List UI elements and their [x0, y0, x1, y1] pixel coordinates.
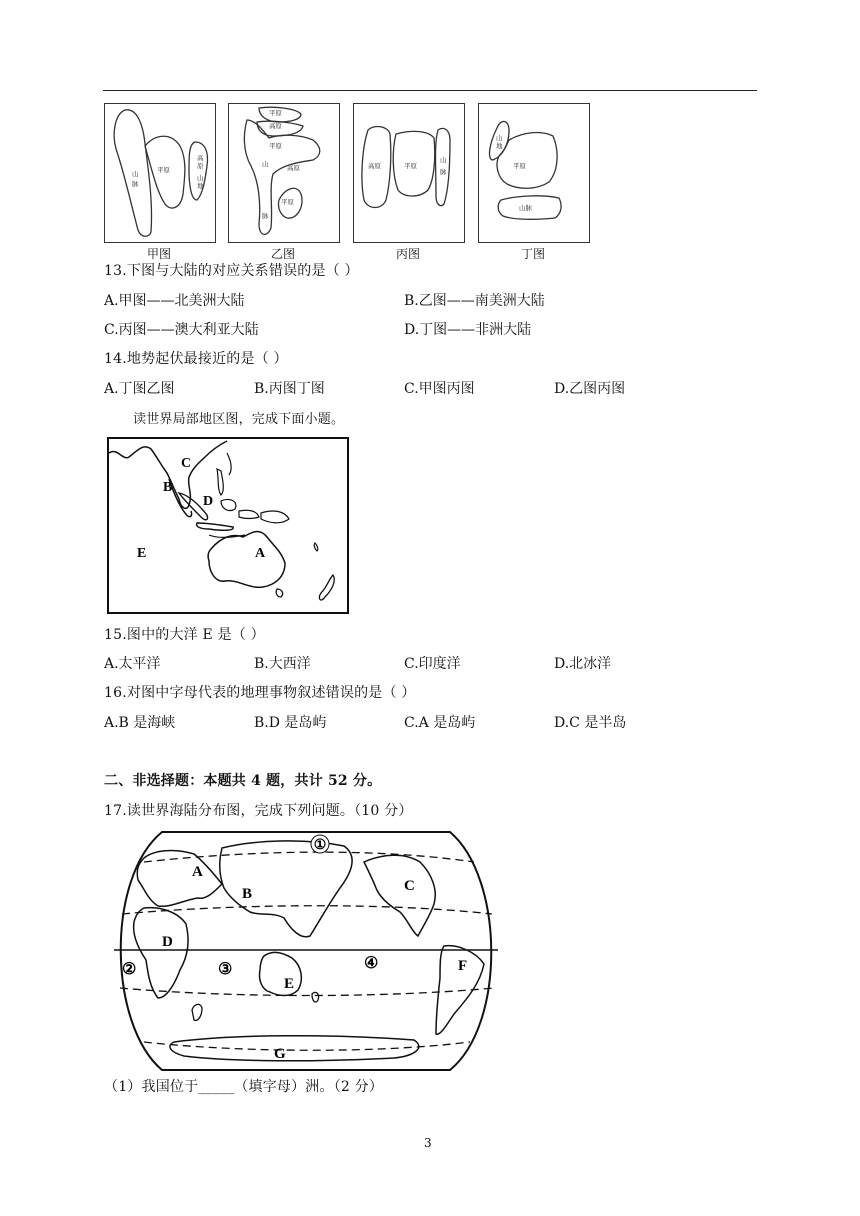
label-jia-mai: 脉 [132, 180, 139, 188]
q13-stem: 13.下图与大陆的对应关系错误的是（ ） [104, 263, 359, 279]
q15-option-d: D.北冰洋 [554, 656, 612, 672]
world-label-a: A [192, 864, 203, 880]
label-yi-plateau2: 高原 [287, 164, 300, 172]
world-label-4: ④ [364, 955, 379, 972]
label-yi-plain3: 平原 [281, 198, 294, 206]
map-label-c: C [181, 456, 192, 471]
label-ding-shan: 山 [496, 134, 503, 142]
figure-ding [478, 103, 590, 243]
label-jia-yuan: 原 [197, 162, 204, 170]
q16-option-b: B.D 是岛屿 [254, 715, 327, 731]
q15-option-a: A.太平洋 [104, 656, 161, 672]
world-label-c: C [404, 878, 415, 894]
caption-ding: 丁图 [520, 247, 545, 261]
q15-stem: 15.图中的大洋 E 是（ ） [104, 627, 265, 643]
header-rule [103, 90, 757, 91]
figure-yi [228, 103, 340, 243]
map-label-d: D [203, 494, 214, 509]
label-yi-plateau1: 高原 [269, 122, 282, 130]
label-bing-plain: 平原 [404, 162, 417, 170]
regional-map [107, 437, 349, 614]
q13-option-b: B.乙图——南美洲大陆 [404, 293, 545, 309]
label-jia-shan: 山 [132, 170, 139, 178]
figure-jia [104, 103, 216, 243]
label-yi-shan: 山 [262, 160, 269, 168]
world-label-3: ③ [218, 961, 233, 978]
label-jia-plain: 平原 [157, 166, 170, 174]
q13-option-c: C.丙图——澳大利亚大陆 [104, 322, 259, 338]
label-jia-gao: 高 [197, 154, 204, 162]
q14-option-d: D.乙图丙图 [554, 381, 626, 397]
caption-yi: 乙图 [270, 247, 295, 261]
q14-option-a: A.丁图乙图 [104, 381, 175, 397]
world-label-g: G [274, 1046, 286, 1062]
label-bing-plateau: 高原 [368, 162, 381, 170]
world-label-e: E [284, 976, 295, 992]
q16-stem: 16.对图中字母代表的地理事物叙述错误的是（ ） [104, 685, 416, 701]
label-ding-plain: 平原 [513, 162, 526, 170]
label-bing-mai: 脉 [440, 168, 447, 176]
label-bing-shan: 山 [440, 156, 447, 164]
q16-option-c: C.A 是岛屿 [404, 715, 476, 731]
label-yi-plain1: 平原 [269, 109, 282, 117]
q15-option-c: C.印度洋 [404, 656, 461, 672]
caption-bing: 丙图 [395, 247, 420, 261]
label-jia-shan2: 山 [197, 174, 204, 182]
map-label-e: E [137, 546, 147, 561]
label-ding-mountain: 山脉 [519, 204, 532, 212]
map-label-b: B [163, 480, 173, 495]
world-label-2: ② [122, 961, 137, 978]
q15-option-b: B.大西洋 [254, 656, 311, 672]
q16-option-a: A.B 是海峡 [104, 715, 176, 731]
q16-option-d: D.C 是半岛 [554, 715, 627, 731]
map-label-a: A [255, 546, 266, 561]
q13-option-d: D.丁图——非洲大陆 [404, 322, 532, 338]
q14-stem: 14.地势起伏最接近的是（ ） [104, 351, 288, 367]
q13-option-a: A.甲图——北美洲大陆 [104, 293, 245, 309]
label-ding-di: 地 [496, 142, 503, 150]
label-yi-plain2: 平原 [269, 142, 282, 150]
page-number: 3 [424, 1136, 432, 1150]
q17-sub1: （1）我国位于_____（填字母）洲。（2 分） [104, 1079, 384, 1095]
q14-option-b: B.丙图丁图 [254, 381, 325, 397]
intro-map-text: 读世界局部地区图，完成下面小题。 [133, 412, 345, 427]
section2-title: 二、非选择题：本题共 4 题，共计 52 分。 [104, 773, 382, 789]
caption-jia: 甲图 [146, 247, 171, 261]
q17-stem: 17.读世界海陆分布图，完成下列问题。（10 分） [104, 803, 413, 819]
world-map [114, 828, 498, 1074]
world-label-b: B [242, 886, 253, 902]
label-jia-di: 地 [197, 182, 204, 190]
world-label-1: ① [313, 838, 327, 853]
figure-bing [353, 103, 465, 243]
world-label-d: D [162, 934, 173, 950]
world-label-f: F [458, 958, 468, 974]
label-yi-mai: 脉 [262, 212, 269, 220]
q14-option-c: C.甲图丙图 [404, 381, 475, 397]
